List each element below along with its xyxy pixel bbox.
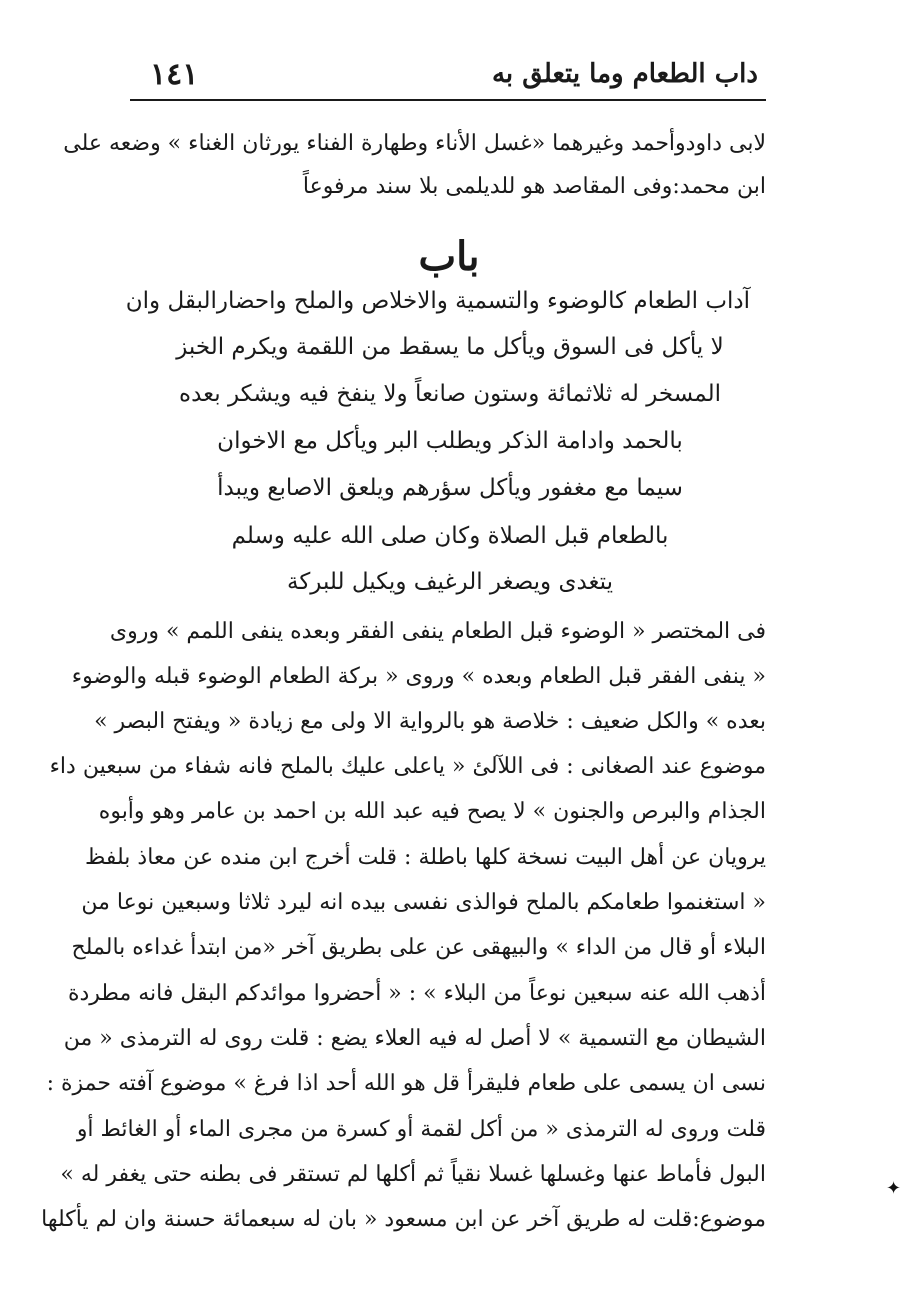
body-line: البول فأماط عنها وغسلها غسلا نقياً ثم أكلها لم تستقر فى بطنه حتى يغفر له » (60, 1162, 766, 1187)
verse-line: آداب الطعام كالوضوء والتسمية والاخلاص والملح واحضارالبقل وان (125, 288, 750, 314)
body-line: نسى ان يسمى على طعام فليقرأ قل هو الله أحد اذا فرغ » موضوع آفته حمزة : (46, 1071, 766, 1096)
margin-ornament-icon: ✦ (886, 1178, 901, 1199)
section-heading: باب (418, 233, 480, 280)
body-line: موضوع عند الصغانى : فى اللآلئ « ياعلى عليك بالملح فانه شفاء من سبعين داء (49, 754, 766, 779)
page-number: ١٤١ (150, 56, 199, 92)
body-line: قلت وروى له الترمذى « من أكل لقمة أو كسرة من مجرى الماء أو الغائط أو (76, 1117, 766, 1142)
header-rule (130, 99, 766, 101)
body-line: الجذام والبرص والجنون » لا يصح فيه عبد الله بن احمد بن عامر وهو وأبوه (98, 799, 766, 824)
page-header (130, 52, 766, 96)
body-line: « استغنموا طعامكم بالملح فوالذى نفسى بيده انه ليرد ثلاثا وسبعين نوعا من (81, 890, 766, 915)
intro-line: لابی داودوأحمد وغيرهما «غسل الأناء وطهارة الفناء يورثان الغناء » وضعه على (63, 131, 766, 156)
body-line: أذهب الله عنه سبعين نوعاً من البلاء » : « أحضروا موائدكم البقل فانه مطردة (67, 981, 766, 1006)
body-line: فى المختصر « الوضوء قبل الطعام ينفى الفقر وبعده ينفى اللمم » وروى (109, 619, 766, 644)
verse-line: بالحمد وادامة الذكر ويطلب البر ويأكل مع الاخوان (217, 428, 683, 454)
body-line: البلاء أو قال من الداء » والبيهقى عن على بطريق آخر «من ابتدأ غداءه بالملح (71, 935, 766, 960)
body-line: موضوع:قلت له طريق آخر عن ابن مسعود « بان له سبعمائة حسنة وان لم يأكلها (41, 1207, 766, 1232)
verse-line: المسخر له ثلاثمائة وستون صانعاً ولا ينفخ فيه ويشكر بعده (179, 381, 721, 407)
verse-line: سيما مع مغفور ويأكل سؤرهم ويلعق الاصابع ويبدأ (217, 475, 683, 501)
intro-line: ابن محمد:وفى المقاصد هو للديلمى بلا سند مرفوعاً (302, 174, 766, 199)
body-line: الشيطان مع التسمية » لا أصل له فيه العلاء يضع : قلت روى له الترمذى « من (63, 1026, 766, 1051)
body-line: « ينفى الفقر قبل الطعام وبعده » وروى « بركة الطعام الوضوء قبله والوضوء (71, 664, 766, 689)
body-line: يرويان عن أهل البيت نسخة كلها باطلة : قلت أخرج ابن منده عن معاذ بلفظ (84, 845, 766, 870)
verse-line: بالطعام قبل الصلاة وكان صلى الله عليه وسلم (231, 523, 669, 549)
verse-line: لا يأكل فى السوق ويأكل ما يسقط من اللقمة ويكرم الخبز (176, 334, 724, 360)
running-title: داب الطعام وما يتعلق به (491, 59, 758, 89)
verse-line: يتغدى ويصغر الرغيف ويكيل للبركة (287, 569, 613, 595)
body-line: بعده » والكل ضعيف : خلاصة هو بالرواية الا ولى مع زيادة « ويفتح البصر » (94, 709, 766, 734)
